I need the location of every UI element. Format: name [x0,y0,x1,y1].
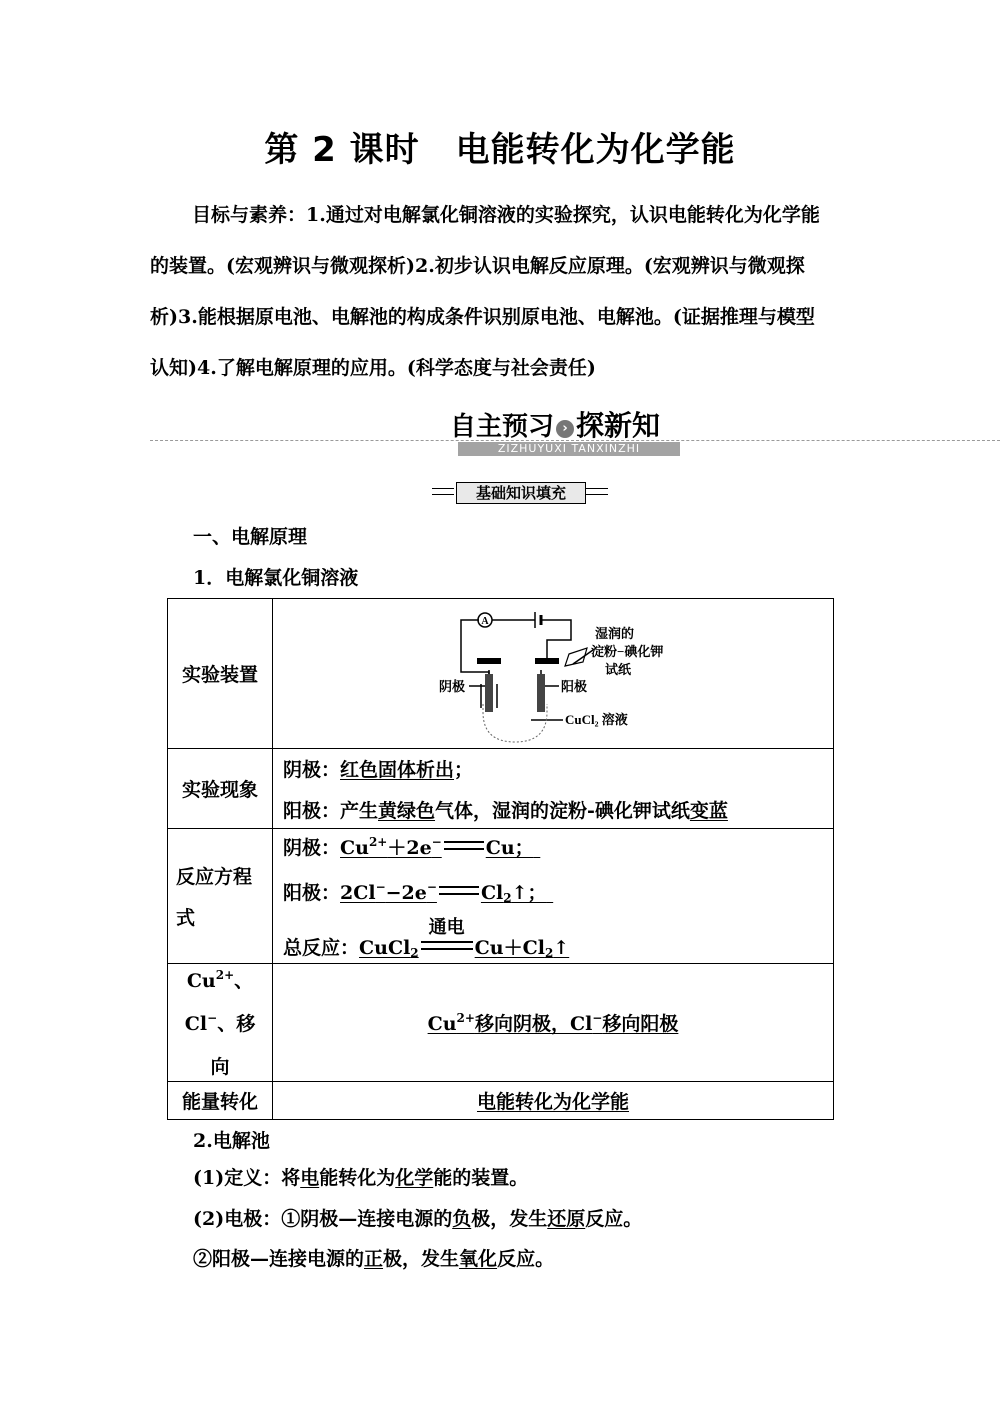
eq2-d: ↑； [511,881,547,904]
section-tag [432,482,608,504]
label-equations [168,829,273,964]
label-equations-b: 式 [176,907,196,929]
elec-end: 反应。 [585,1208,643,1230]
table-row [168,829,834,964]
ion-movement-answer [428,1013,679,1035]
anode-mid: 极，发生 [383,1248,460,1270]
cell-anode [193,1244,554,1271]
def-answer-2: 化学 [395,1167,434,1189]
eq3-prefix: 总反应： [283,936,360,959]
heading-electrolysis-principle: 一、电解原理 [193,526,308,548]
goal-line-4: 认知)4.了解电解原理的应用。(科学态度与社会责任) [150,357,596,379]
label-sep: 、 [234,970,254,992]
equals-sign [444,841,484,850]
goal-line-3: 析)3.能根据原电池、电解池的构成条件识别原电池、电解池。(证据推理与模型 [150,306,815,328]
eq2-c: Cl [480,881,504,904]
anode-end: 反应。 [497,1248,555,1270]
phen-anode-answer-1: 黄绿色 [378,799,436,822]
page-title [0,122,1000,171]
anode-answer-2: 氧化 [459,1248,498,1270]
phen-anode-answer-2: 变蓝 [689,799,728,822]
eq1-answer [340,834,540,859]
eq3-a: CuCl [359,936,411,959]
anode-prefix: ②阳极—连接电源的 [193,1248,365,1270]
conditioned-equals [419,916,475,959]
label-phenomena: 实验现象 [168,749,273,829]
banner-pinyin: ZIZHUYUXI TANXINZHI [458,442,680,456]
eq3-b-sub: 2 [544,945,554,960]
phen-cathode-prefix: 阴极： [283,758,341,781]
ion-movement-cell [273,964,834,1082]
tag-bar-right [586,488,608,495]
phenomena-cell [273,749,834,829]
anode-stopper [535,658,559,664]
phen-cathode-end: ； [454,758,474,781]
move-c: 移向阳极 [602,1013,679,1035]
eq2-b-sup: − [426,879,437,894]
cell-cathode [193,1204,642,1231]
lesson-number: 第 2 课时 [264,130,420,170]
lesson-title: 电能转化为化学能 [455,130,736,170]
banner-right: 探新知 [576,409,661,442]
paper-label-1: 湿润的 [595,625,635,641]
label-ion-line-2 [168,1009,272,1036]
phen-anode-prefix: 阳极：产生 [283,799,379,822]
learning-goals [150,190,855,394]
eq2-b: −2e [385,881,427,904]
banner-title [450,404,682,440]
phenomenon-anode [283,796,833,823]
eq3-answer [359,916,570,960]
label-cu: Cu [186,970,216,992]
eq1-a: Cu [340,836,369,859]
cathode-stopper [477,658,501,664]
move-a-sup: 2+ [456,1011,475,1025]
equations-cell [273,829,834,964]
equals-sign [439,886,479,895]
section-tag-label: 基础知识填充 [456,482,586,504]
elec-prefix: (2)电极：①阴极—连接电源的 [193,1208,453,1230]
experiment-table [167,598,834,1120]
heading-electrolytic-cell: 2.电解池 [193,1130,270,1152]
energy-cell [273,1082,834,1120]
def-end: 能的装置。 [433,1167,529,1189]
label-ion-movement [168,964,273,1082]
elec-mid: 极，发生 [471,1208,548,1230]
eq3-b: Cu＋Cl [474,936,545,959]
label-ion-line-3: 向 [210,1056,230,1078]
eq1-b-sup: − [431,834,442,849]
label-equations-a: 反应方程 [176,866,253,888]
label-energy: 能量转化 [168,1082,273,1120]
eq1-c: Cu； [485,836,534,859]
phen-cathode-answer: 红色固体析出 [340,758,455,781]
apparatus-cell [273,599,834,749]
equation-anode [283,878,833,905]
paper-label-3: 试纸 [605,661,632,677]
goal-line-2: 的装置。(宏观辨识与微观探析)2.初步认识电解反应原理。(宏观辨识与微观探 [150,255,805,277]
eq2-prefix: 阳极： [283,881,341,904]
eq2-c-sub: 2 [503,890,512,905]
move-a: Cu [427,1013,457,1035]
def-mid: 能转化为 [319,1167,396,1189]
label-move: 、移 [217,1013,256,1035]
def-prefix: (1)定义：将 [193,1167,301,1189]
label-cl-sup: − [207,1011,218,1025]
move-b: 移向阴极，Cl [474,1013,593,1035]
eq2-a: 2Cl [340,881,376,904]
eq3-c: ↑ [553,936,570,959]
solution-label: CuCl₂ 溶液 [565,711,628,727]
paper-label-2: 淀粉−碘化钾 [591,643,664,659]
banner-left: 自主预习 [450,412,555,442]
eq2-answer [340,879,553,905]
eq1-prefix: 阴极： [283,836,341,859]
table-row [168,964,834,1082]
anode-label: 阳极 [561,678,588,694]
energy-answer: 电能转化为化学能 [476,1091,629,1113]
move-b-sup: − [592,1011,603,1025]
table-row [168,1082,834,1120]
phenomenon-cathode [283,755,833,782]
cathode-rod [485,674,493,712]
heading-cucl2-electrolysis: 1．电解氯化铜溶液 [193,567,359,589]
eq3-a-sub: 2 [410,945,419,960]
equals-sign [421,941,473,950]
label-apparatus: 实验装置 [168,599,273,749]
elec-answer-1: 负 [452,1208,472,1230]
phen-anode-mid: 气体，湿润的淀粉-碘化钾试纸 [435,799,690,822]
arrow-icon: › [556,420,574,438]
equation-condition: 通电 [428,916,465,938]
eq2-a-sup: − [375,879,386,894]
elec-answer-2: 还原 [547,1208,586,1230]
table-row [168,749,834,829]
anode-answer-1: 正 [364,1248,384,1270]
equation-cathode [283,833,833,860]
ammeter-label: A [481,615,489,627]
label-ion-line-1 [168,966,272,993]
section-banner [450,404,690,456]
anode-rod [537,674,545,712]
cathode-label: 阴极 [439,678,466,694]
label-cl: Cl [184,1013,208,1035]
tag-bar-left [432,488,454,495]
eq1-b: ＋2e [387,836,432,859]
table-row [168,599,834,749]
def-answer-1: 电 [300,1167,320,1189]
goal-line-1: 目标与素养：1.通过对电解氯化铜溶液的实验探究，认识电能转化为化学能 [192,204,820,226]
equation-total [283,916,833,960]
cell-definition [193,1163,528,1190]
eq1-a-sup: 2+ [368,834,388,849]
label-cu-sup: 2+ [215,968,235,982]
electrolysis-apparatus-diagram [273,600,833,748]
